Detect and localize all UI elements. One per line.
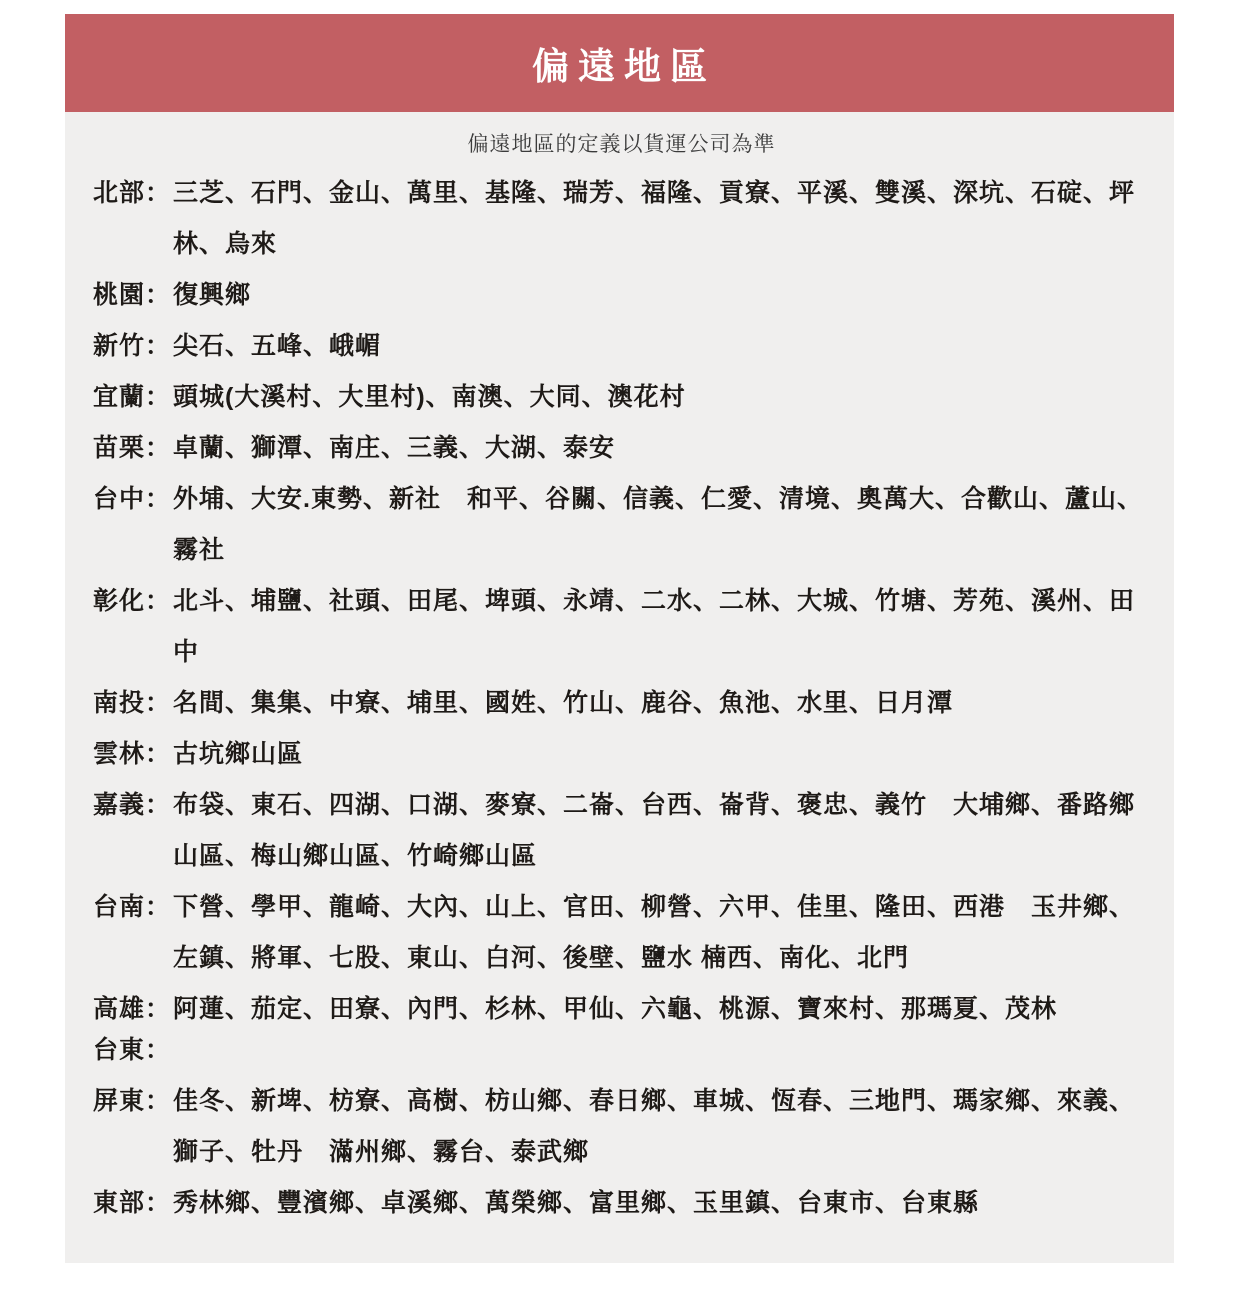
region-items: 下營、學甲、龍崎、大內、山上、官田、柳營、六甲、佳里、隆田、西港 玉井鄉、左鎮、將軍、七股、東山、白河、後壁、鹽水 楠西、南化、北門	[173, 893, 1136, 972]
header-bar	[65, 14, 1174, 112]
region-label: 彰化：	[93, 587, 172, 615]
region-label: 台中：	[93, 485, 172, 513]
region-row	[93, 729, 1150, 780]
region-label: 高雄：	[93, 995, 172, 1023]
region-items: 阿蓮、茄定、田寮、內門、杉林、甲仙、六龜、桃源、寶來村、那瑪夏、茂林	[173, 995, 1058, 1023]
region-label: 雲林：	[93, 740, 172, 768]
region-label: 桃園：	[93, 281, 172, 309]
region-items: 復興鄉	[173, 281, 252, 309]
region-label: 宜蘭：	[93, 383, 172, 411]
region-row	[93, 678, 1150, 729]
document-sheet	[65, 14, 1174, 1263]
region-row	[93, 1178, 1150, 1229]
region-row	[93, 882, 1150, 984]
region-row	[93, 372, 1150, 423]
region-items: 外埔、大安.東勢、新社 和平、谷關、信義、仁愛、清境、奧萬大、合歡山、蘆山、霧社	[173, 485, 1143, 564]
region-label: 嘉義：	[93, 791, 172, 819]
region-items: 秀林鄉、豐濱鄉、卓溪鄉、萬榮鄉、富里鄉、玉里鎮、台東市、台東縣	[173, 1189, 980, 1217]
region-items: 頭城(大溪村、大里村)、南澳、大同、澳花村	[173, 383, 686, 411]
region-label: 屏東：	[93, 1087, 172, 1115]
region-row	[93, 168, 1150, 270]
region-items: 古坑鄉山區	[173, 740, 304, 768]
region-label: 新竹：	[93, 332, 172, 360]
region-items: 北斗、埔鹽、社頭、田尾、埤頭、永靖、二水、二林、大城、竹塘、芳苑、溪州、田中	[173, 587, 1136, 666]
region-row	[93, 474, 1150, 576]
region-items: 布袋、東石、四湖、口湖、麥寮、二崙、台西、崙背、褒忠、義竹 大埔鄉、番路鄉山區、梅山鄉山區、竹崎鄉山區	[173, 791, 1136, 870]
content-area	[65, 112, 1174, 1263]
region-label: 北部：	[93, 179, 172, 207]
page-subtitle: 偏遠地區的定義以貨運公司為準	[467, 133, 776, 156]
region-label: 苗栗：	[93, 434, 172, 462]
region-items: 三芝、石門、金山、萬里、基隆、瑞芳、福隆、貢寮、平溪、雙溪、深坑、石碇、坪林、烏來	[173, 179, 1136, 258]
region-label: 台南：	[93, 893, 172, 921]
region-row	[93, 1076, 1150, 1178]
region-list	[93, 168, 1150, 1229]
region-row	[93, 321, 1150, 372]
region-items: 名間、集集、中寮、埔里、國姓、竹山、鹿谷、魚池、水里、日月潭	[173, 689, 954, 717]
region-row	[93, 576, 1150, 678]
region-row	[93, 984, 1150, 1035]
region-items: 佳冬、新埤、枋寮、高樹、枋山鄉、春日鄉、車城、恆春、三地門、瑪家鄉、來義、獅子、牡丹 滿州鄉、霧台、泰武鄉	[173, 1087, 1136, 1166]
region-row	[93, 423, 1150, 474]
region-items: 尖石、五峰、峨嵋	[173, 332, 382, 360]
region-label: 東部：	[93, 1189, 172, 1217]
region-row	[93, 270, 1150, 321]
region-row	[93, 780, 1150, 882]
page-title: 偏遠地區	[532, 46, 716, 87]
region-items: 卓蘭、獅潭、南庄、三義、大湖、泰安	[173, 434, 616, 462]
region-label: 南投：	[93, 689, 172, 717]
region-label: 台東：	[93, 1036, 172, 1064]
